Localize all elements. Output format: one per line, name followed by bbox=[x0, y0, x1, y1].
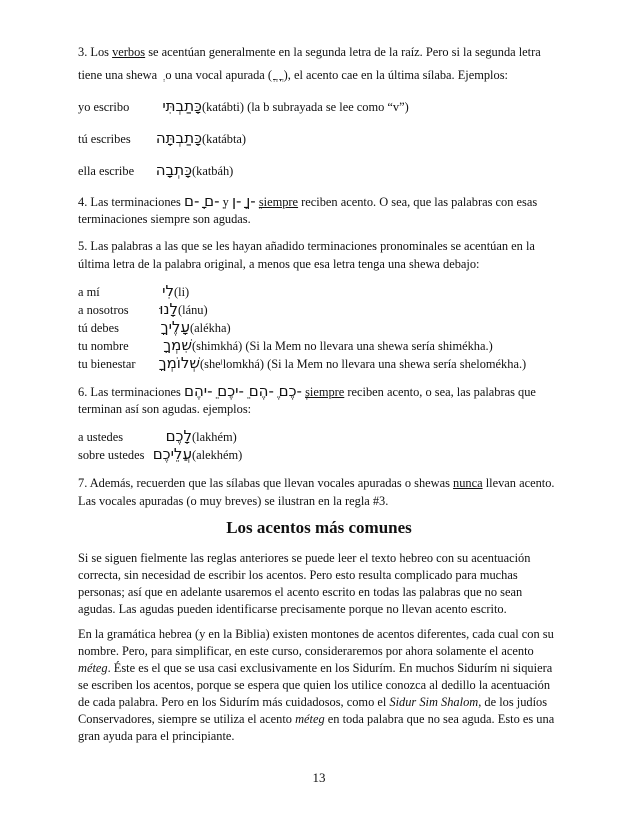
rule-3-line-1 bbox=[78, 44, 541, 60]
example-note: (katábti) (la b subrayada se lee como “v”) bbox=[202, 100, 409, 114]
example-label: yo escribo bbox=[78, 100, 130, 114]
hebrew-word: כָּתַבְתִּי bbox=[162, 97, 202, 115]
underlined-word: siempre bbox=[305, 385, 345, 399]
text: 6. Las terminaciones bbox=[78, 385, 181, 399]
underlined-word: verbos bbox=[112, 45, 146, 59]
example-row bbox=[78, 355, 526, 372]
text: reciben acento, o sea, las palabras que bbox=[344, 385, 536, 399]
example-label: tú escribes bbox=[78, 132, 131, 146]
hebrew-endings: ֵ-ם ָ-ם bbox=[184, 192, 220, 210]
hebrew-endings: ֵ-ן ָ-ן bbox=[231, 192, 256, 210]
rule-4-line-1 bbox=[78, 193, 537, 210]
text: reciben acento. O sea, que las palabras con esas bbox=[298, 195, 538, 209]
rule-5-line-2: última letra de la palabra original, a menos que esa letra tenga una shewa debajo: bbox=[78, 257, 480, 271]
rule-6-line-1 bbox=[78, 383, 536, 400]
underlined-word: siempre bbox=[258, 195, 299, 209]
hebrew-word: עֲלֵיכֶם bbox=[152, 445, 192, 463]
paragraph-2-line: gran ayuda para el principiante. bbox=[78, 729, 235, 743]
example-row bbox=[78, 283, 189, 300]
italic-term: Sidur Sim Shalom bbox=[389, 695, 479, 709]
text: 7. Además, recuerden que las sílabas que llevan vocales apuradas o shewas bbox=[78, 476, 454, 490]
paragraph-2-line bbox=[78, 694, 547, 710]
text: de cada palabra. Pero en los Sidurím más cuidadosos, como el bbox=[78, 695, 390, 709]
rule-7-line-2: Las vocales apuradas (o muy breves) se ilustran en la regla #3. bbox=[78, 494, 389, 508]
italic-term: méteg bbox=[295, 712, 325, 726]
hurried-vowels-signs: ֱ ֲ ֳ bbox=[272, 68, 284, 82]
paragraph-1-line: Si se siguen fielmente las reglas anteriores se puede leer el texto hebreo con su acentuación bbox=[78, 551, 531, 565]
paragraph-2-line: nombre. Pero, para simplificar, en este curso, consideraremos por ahora solamente el acento bbox=[78, 644, 534, 658]
example-label: tú debes bbox=[78, 321, 119, 335]
underlined-word: nunca bbox=[453, 476, 483, 490]
example-row bbox=[78, 337, 493, 354]
text: 4. Las terminaciones bbox=[78, 195, 181, 209]
text: . Éste es el que se usa casi exclusivamente en los Sidurím. En muchos Sidurím ni siquiera bbox=[107, 661, 553, 675]
hebrew-word: כָּתַבְתָּה bbox=[155, 129, 202, 147]
hebrew-endings: ֶ-כֶם ֶ-הֶם ֵ-יכֶם ֵ-יהֶם bbox=[184, 382, 302, 400]
example-label: ella escribe bbox=[78, 164, 135, 178]
paragraph-1-line: correcta, sin necesidad de escribir los acentos. Pero esto resulta complicado para muchas bbox=[78, 568, 518, 582]
rule-5-line-1: 5. Las palabras a las que se les hayan añadido terminaciones pronominales se acentúan en la bbox=[78, 239, 535, 253]
paragraph-1-line: personas; así que en adelante usaremos el acento escrito en todas las palabras que no sean bbox=[78, 585, 523, 599]
hebrew-word: לִי bbox=[162, 282, 174, 300]
rule-6-line-2: terminan así son agudas. ejemplos: bbox=[78, 402, 252, 416]
example-note: (shimkhá) (Si la Mem no llevara una shewa sería shimékha.) bbox=[192, 339, 493, 353]
text: se acentúan generalmente en la segunda letra de la raíz. Pero si la segunda letra bbox=[145, 45, 541, 59]
example-note: (lánu) bbox=[178, 303, 208, 317]
rule-7-line-1 bbox=[78, 475, 555, 491]
italic-term: méteg bbox=[78, 661, 108, 675]
rule-4-line-2: terminaciones siempre son agudas. bbox=[78, 212, 251, 226]
text: y bbox=[222, 195, 229, 209]
example-note: (lakhém) bbox=[192, 430, 237, 444]
example-label: tu nombre bbox=[78, 339, 129, 353]
example-label: a ustedes bbox=[78, 430, 124, 444]
example-label: sobre ustedes bbox=[78, 448, 145, 462]
shewa-sign: ְ bbox=[160, 68, 163, 82]
hebrew-word: שִׁמְךָ bbox=[163, 336, 192, 354]
example-note: (li) bbox=[174, 285, 190, 299]
paragraph-2-line bbox=[78, 660, 552, 676]
page-number: 13 bbox=[312, 770, 326, 785]
hebrew-word: שְׁלוֹמְךָ bbox=[158, 354, 200, 372]
example-note: (sheˡlomkhá) (Si la Mem no llevara una shewa sería shelomékha.) bbox=[200, 357, 527, 371]
paragraph-2-line: En la gramática hebrea (y en la Biblia) existen montones de acentos diferentes, cada cual con su bbox=[78, 627, 554, 641]
example-row bbox=[78, 428, 237, 445]
text: 3. Los bbox=[78, 45, 113, 59]
text: llevan acento. bbox=[482, 476, 555, 490]
example-label: tu bienestar bbox=[78, 357, 136, 371]
text: ), el acento cae en la última sílaba. Ejemplos: bbox=[283, 68, 508, 82]
example-row bbox=[78, 301, 208, 318]
example-row bbox=[78, 98, 409, 115]
hebrew-word: לָכֶם bbox=[165, 427, 192, 445]
text: Conservadores, siempre se utiliza el acento bbox=[78, 712, 296, 726]
text: , de los judíos bbox=[478, 695, 548, 709]
paragraph-2-line bbox=[78, 711, 554, 727]
rule-3-line-2 bbox=[78, 67, 508, 83]
example-note: (alekhém) bbox=[192, 448, 243, 462]
paragraph-1-line: agudas. Las agudas pueden identificarse precisamente porque no llevan acento escrito. bbox=[78, 602, 507, 616]
section-title: Los acentos más comunes bbox=[226, 518, 412, 537]
text: en toda palabra que no sea aguda. Esto es una bbox=[324, 712, 555, 726]
hebrew-word: כָּתְבָה bbox=[155, 161, 192, 179]
example-row bbox=[78, 130, 246, 147]
paragraph-2-line: se escriben los acentos, porque se espera que quien los utilice conozca al dedillo la acentuación bbox=[78, 678, 551, 692]
example-label: a mí bbox=[78, 285, 100, 299]
example-note: (katbáh) bbox=[192, 164, 234, 178]
example-row bbox=[78, 446, 242, 463]
example-label: a nosotros bbox=[78, 303, 129, 317]
example-note: (katábta) bbox=[202, 132, 247, 146]
hebrew-word: עָלֶיךָ bbox=[160, 318, 190, 336]
example-row bbox=[78, 162, 233, 179]
text: o una vocal apurada ( bbox=[162, 68, 272, 82]
hebrew-word: לָנוּ bbox=[159, 300, 178, 318]
text: tiene una shewa bbox=[78, 68, 158, 82]
example-row bbox=[78, 319, 231, 336]
example-note: (alékha) bbox=[190, 321, 231, 335]
